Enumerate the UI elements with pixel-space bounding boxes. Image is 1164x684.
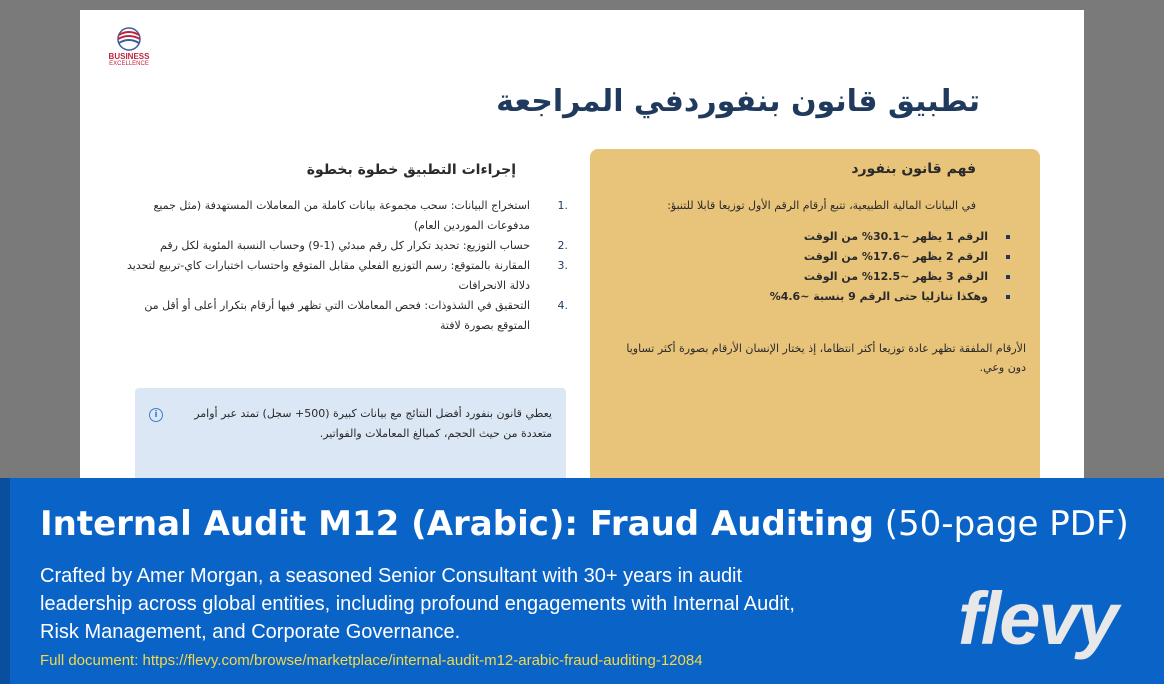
- globe-icon: [115, 26, 143, 52]
- step-text: التحقيق في الشذوذات: فحص المعاملات التي تظهر فيها أرقام بتكرار أعلى أو أقل من المتوقع بصورة لافتة: [144, 299, 530, 332]
- info-callout: [135, 388, 566, 480]
- logo-line1: BUSINESS: [108, 52, 150, 61]
- banner-title-light: (50-page PDF): [884, 504, 1129, 544]
- info-text: يعطي قانون بنفورد أفضل النتائج مع بيانات كبيرة (500+ سجل) تمتد عبر أوامر متعددة من حيث الحجم، كمبالغ المعاملات والفواتير.: [194, 407, 552, 440]
- steps-heading: إجراءات التطبيق خطوة بخطوة: [306, 162, 516, 178]
- step-text: استخراج البيانات: سحب مجموعة بيانات كاملة من المعاملات المستهدفة (مثل جميع مدفوعات الموردين العام): [153, 199, 530, 232]
- step-number: 4.: [557, 299, 568, 312]
- card-note: الأرقام الملفقة تظهر عادة توزيعا أكثر انتظاما، إذ يختار الإنسان الأرقام بصورة أكثر تساويا دون وعي.: [626, 342, 1026, 374]
- promo-banner: [0, 478, 1164, 684]
- slide-title: تطبيق قانون بنفوردفي المراجعة: [496, 84, 980, 119]
- step-number: 1.: [557, 199, 568, 212]
- step-number: 2.: [557, 239, 568, 252]
- list-item: الرقم 2 يظهر ~17.6% من الوقت: [620, 247, 1020, 267]
- banner-stripe: [0, 478, 10, 684]
- list-item: الرقم 3 يظهر ~12.5% من الوقت: [620, 267, 1020, 287]
- card-intro: في البيانات المالية الطبيعية، تتبع أرقام الرقم الأول توزيعا قابلا للتنبؤ:: [667, 199, 976, 212]
- list-item: [120, 296, 568, 336]
- steps-list: [120, 196, 568, 336]
- list-item: [120, 236, 568, 256]
- banner-title-bold: Internal Audit M12 (Arabic): Fraud Auditing: [40, 504, 874, 544]
- list-item: [120, 196, 568, 236]
- banner-description: Crafted by Amer Morgan, a seasoned Senior Consultant with 30+ years in audit leadership across global entities, including profound engagements with Internal Audit, Risk Management, and Corporate Governance.: [40, 565, 795, 643]
- info-icon: i: [149, 408, 163, 422]
- logo-line2: EXCELLENCE: [109, 61, 149, 67]
- step-number: 3.: [557, 259, 568, 272]
- flevy-logo[interactable]: flevy: [958, 577, 1117, 660]
- list-item: [120, 256, 568, 296]
- digit-frequency-list: [620, 227, 1020, 307]
- step-text: المقارنة بالمتوقع: رسم التوزيع الفعلي مقابل المتوقع واحتساب اختبارات كاي-تربيع لتحديد دلالة الانحرافات: [126, 259, 530, 292]
- list-item: الرقم 1 يظهر ~30.1% من الوقت: [620, 227, 1020, 247]
- banner-title: [40, 504, 1129, 544]
- step-text: حساب التوزيع: تحديد تكرار كل رقم مبدئي (1-9) وحساب النسبة المئوية لكل رقم: [160, 239, 530, 252]
- business-excellence-logo: [94, 26, 164, 68]
- document-slide: [80, 10, 1084, 480]
- full-document-link[interactable]: Full document: https://flevy.com/browse/marketplace/internal-audit-m12-arabic-fraud-auditing-12084: [40, 652, 703, 669]
- list-item: وهكذا تنازليا حتى الرقم 9 بنسبة ~4.6%: [620, 287, 1020, 307]
- card-heading: فهم قانون بنفورد: [851, 161, 976, 177]
- benford-understanding-card: [590, 149, 1040, 480]
